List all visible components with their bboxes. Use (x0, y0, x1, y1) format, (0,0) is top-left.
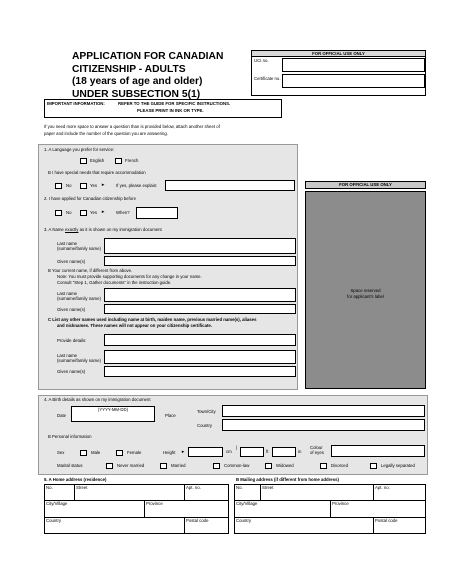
divider (144, 500, 145, 517)
mail-postal-label: Postal code (375, 518, 398, 523)
official-use-top-header: FOR OFFICIAL USE ONLY (251, 50, 426, 57)
divider (260, 484, 261, 500)
divider (184, 517, 185, 534)
divider (330, 500, 331, 517)
town-label: Town/City (197, 409, 216, 414)
divider (44, 500, 229, 501)
q3c-details-field[interactable] (104, 334, 296, 346)
q3c-given-field[interactable] (104, 366, 296, 377)
divider (234, 517, 426, 518)
q4a-label: 4. A Birth details as shown on my immigration document (44, 397, 151, 402)
q3a-given-field[interactable] (104, 256, 296, 266)
form-title (72, 51, 252, 101)
male-label: Male (91, 450, 101, 455)
photo-text-2: for applicant's label (347, 294, 384, 299)
q3c-last-name-label (57, 354, 101, 364)
applied-before-no-checkbox[interactable] (55, 210, 62, 216)
q1a-label: 1. A Language you prefer for service: (44, 147, 115, 152)
married-label: Married (171, 463, 186, 468)
legally-separated-label: Legally separated (381, 463, 415, 468)
height-in-field[interactable] (272, 447, 296, 457)
place-label: Place (165, 413, 176, 418)
widowed-label: Widowed (276, 463, 294, 468)
home-apt-label: Apt. no. (186, 485, 201, 490)
official-use-side-header: FOR OFFICIAL USE ONLY (305, 181, 426, 189)
cm-label: cm (226, 449, 232, 454)
certificate-field[interactable] (282, 74, 425, 88)
mail-street-label: Street (262, 485, 274, 490)
home-province-label: Province (146, 501, 163, 506)
divorced-label: Divorced (331, 463, 348, 468)
right-arrow-icon-2: ► (101, 209, 106, 214)
special-needs-yes-label: Yes (90, 183, 98, 188)
q5b-label: B Mailing address (if different from home address) (236, 477, 339, 482)
legally-separated-checkbox[interactable] (370, 463, 377, 469)
home-no-label: No. (46, 485, 53, 490)
q5a-label: 5. A Home address (residence) (44, 477, 107, 482)
birth-country-field[interactable] (222, 419, 425, 431)
in-label: in (298, 449, 302, 454)
q2-label: 2. I have applied for Canadian citizenship before (44, 196, 136, 201)
q3c-given-label: Given name(s) (57, 369, 86, 374)
ft-label: ft (266, 449, 269, 454)
french-checkbox[interactable] (115, 158, 122, 164)
important-text-2: PLEASE PRINT IN INK OR TYPE. (137, 108, 204, 113)
married-checkbox[interactable] (160, 463, 167, 469)
divider (373, 484, 374, 500)
mail-no-label: No. (236, 485, 243, 490)
home-postal-label: Postal code (186, 518, 209, 523)
photo-text-1: Space reserved (350, 288, 381, 293)
surname-label-2: (surname/family name) (57, 295, 101, 301)
male-checkbox[interactable] (80, 450, 87, 456)
uci-field[interactable] (282, 58, 425, 72)
english-label: English (90, 158, 105, 163)
female-label: Female (127, 450, 142, 455)
explain-field[interactable] (165, 180, 295, 191)
title-line-1: APPLICATION FOR CANADIAN (72, 51, 224, 62)
important-text-1: REFER TO THE GUIDE FOR SPECIFIC INSTRUCTIONS. (118, 101, 231, 106)
special-needs-no-label: No (66, 183, 72, 188)
right-arrow-icon-3: ► (181, 449, 186, 454)
marital-status-label: Marital status (57, 463, 83, 468)
height-label: Height (163, 450, 176, 455)
never-married-checkbox[interactable] (106, 463, 113, 469)
intro-line-1: If you need more space to answer a question than is provided below, attach another sheet of (44, 124, 220, 129)
eye-colour-field[interactable] (331, 445, 425, 457)
title-line-4: UNDER SUBSECTION 5(1) (72, 88, 201, 100)
q3b-last-name-field[interactable] (104, 288, 296, 302)
when-field[interactable] (136, 207, 178, 219)
q3b-given-field[interactable] (104, 304, 296, 314)
divider (74, 484, 75, 500)
height-ft-field[interactable] (240, 447, 264, 457)
special-needs-yes-checkbox[interactable] (80, 183, 87, 189)
special-needs-no-checkbox[interactable] (55, 183, 62, 189)
q3c-last-name-field[interactable] (104, 350, 296, 364)
french-label: French (125, 158, 139, 163)
birth-town-field[interactable] (222, 405, 425, 417)
title-line-2: CITIZENSHIP - ADULTS (72, 63, 186, 75)
q4b-label: B Personal information (48, 434, 92, 439)
english-checkbox[interactable] (80, 158, 87, 164)
q3a-given-label: Given name(s) (57, 259, 86, 264)
q3b-given-label: Given name(s) (57, 307, 86, 312)
home-country-label: Country (46, 518, 62, 523)
right-arrow-icon: ► (101, 182, 106, 187)
important-label: IMPORTANT INFORMATION: (47, 101, 105, 106)
date-format-label: (YYYY-MM-DD) (97, 407, 129, 412)
intro-line-2: paper and include the number of the question you are answering. (44, 131, 168, 136)
q3a-last-name-field[interactable] (104, 238, 296, 254)
q3a-last-name-label (57, 242, 101, 252)
mail-province-label: Province (332, 501, 349, 506)
last-name-label-3: Last name (57, 353, 78, 358)
q3c-label-1: C List any other names used including name at birth, maiden name, previous married name(s), aliases (48, 317, 257, 322)
surname-label-3: (surname/family name) (57, 357, 101, 363)
divider (373, 517, 374, 534)
q3c-provide-label: Provide details: (57, 338, 87, 343)
q3b-label: B Your current name, if different from above. (48, 268, 133, 273)
applied-before-yes-checkbox[interactable] (80, 210, 87, 216)
mail-country-label: Country (236, 518, 252, 523)
common-law-checkbox[interactable] (213, 463, 220, 469)
uci-label: UCI no. (254, 58, 269, 63)
eye-colour-label (310, 446, 324, 456)
common-law-label: Common-law (224, 463, 250, 468)
female-checkbox[interactable] (116, 450, 123, 456)
divider (184, 484, 185, 500)
eyes-label-2: of eyes (310, 449, 324, 455)
home-city-label: City/Village (46, 501, 68, 506)
explain-label: If yes, please explain: (116, 183, 158, 188)
never-married-label: Never married (117, 463, 145, 468)
home-address-table (44, 484, 229, 534)
last-name-label: Last name (57, 241, 78, 246)
surname-label: (surname/family name) (57, 245, 101, 251)
divorced-checkbox[interactable] (320, 463, 327, 469)
q3b-note-1: Note: You must provide supporting documents for any change in your name. (57, 274, 202, 279)
home-street-label: Street (76, 485, 88, 490)
q3b-last-name-label (57, 292, 101, 302)
mail-apt-label: Apt. no. (375, 485, 390, 490)
q3a-label-em: exactly (65, 227, 79, 232)
q3a-label-post: as it is shown on my immigration document (78, 227, 162, 232)
country-label: Country (197, 423, 213, 428)
widowed-checkbox[interactable] (265, 463, 272, 469)
q3a-label (44, 228, 162, 233)
title-line-3: (18 years of age and older) (72, 76, 203, 87)
sex-label: Sex (57, 450, 65, 455)
certificate-label: Certificate no. (254, 76, 281, 81)
height-cm-field[interactable] (188, 447, 223, 457)
or-separator: | (236, 445, 238, 450)
q3c-label-2: and nicknames. These names will not appear on your citizenship certificate. (57, 323, 212, 328)
mail-city-label: City/Village (236, 501, 258, 506)
date-label: Date (57, 413, 67, 418)
eyes-label-1: Colour (310, 445, 323, 450)
applied-before-no-label: No (66, 210, 72, 215)
q3b-note-2: Consult "Step 1, Gather documents" in the instruction guide. (57, 280, 172, 285)
q1b-label: B I have special needs that require accommodation (48, 170, 146, 175)
last-name-label-2: Last name (57, 291, 78, 296)
when-label: When? (116, 210, 130, 215)
q3a-label-pre: 3. A Name (44, 227, 66, 232)
applied-before-yes-label: Yes (90, 210, 98, 215)
